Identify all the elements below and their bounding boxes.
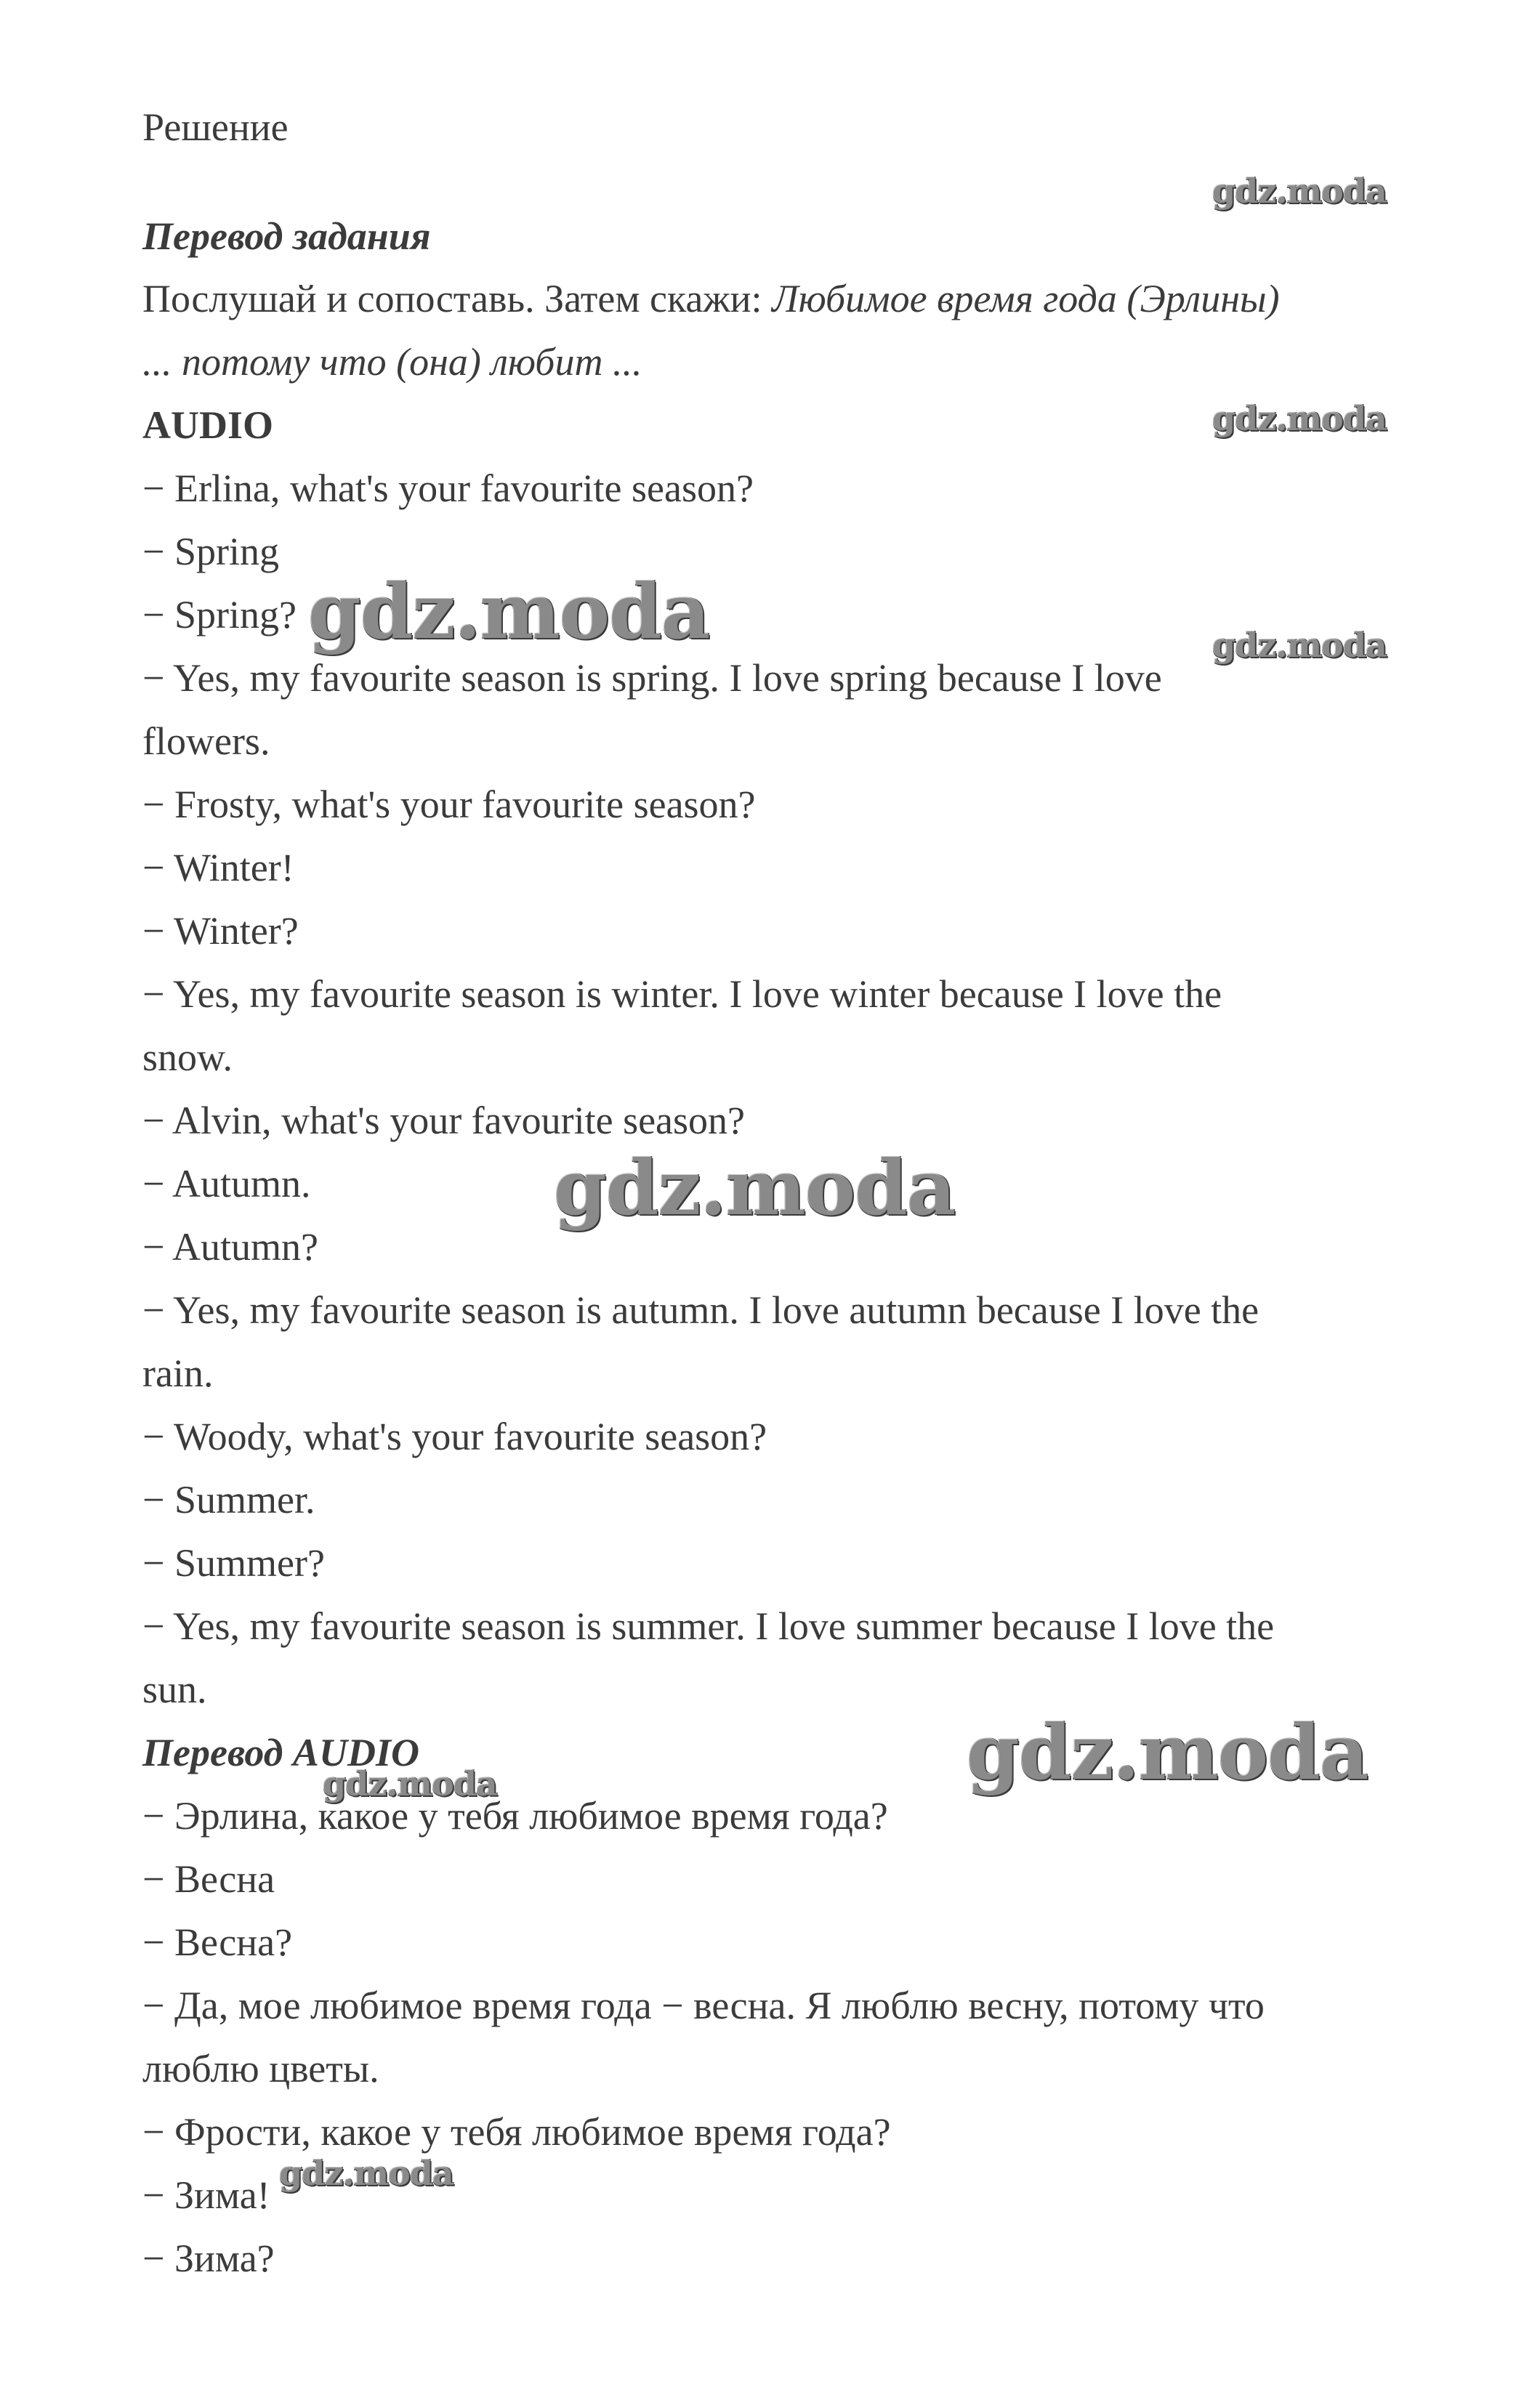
- audio-line: − Autumn.: [142, 1162, 311, 1205]
- audio-translation-title: Перевод AUDIO: [142, 1731, 419, 1774]
- audio-line: − Yes, my favourite season is winter. I love winter because I love the: [142, 972, 1222, 1016]
- watermark: gdz.moda: [967, 1708, 1368, 1797]
- audio-translation-line: − Весна?: [142, 1920, 293, 1964]
- audio-translation-line: − Зима?: [142, 2237, 275, 2280]
- audio-line: − Spring: [142, 530, 279, 573]
- audio-line: − Autumn?: [142, 1225, 318, 1269]
- audio-line: − Summer?: [142, 1541, 325, 1585]
- solution-heading: Решение: [142, 105, 289, 149]
- audio-translation-line: − Зима!: [142, 2173, 270, 2217]
- task-translation-title: Перевод задания: [142, 214, 431, 258]
- audio-line: sun.: [142, 1668, 207, 1711]
- audio-line: − Alvin, what's your favourite season?: [142, 1099, 746, 1142]
- watermark: gdz.moda: [1212, 399, 1387, 438]
- audio-line: flowers.: [142, 719, 270, 763]
- watermark: gdz.moda: [279, 2154, 453, 2193]
- audio-translation-line: − Фрости, какое у тебя любимое время года?: [142, 2110, 891, 2154]
- audio-line: − Woody, what's your favourite season?: [142, 1415, 767, 1458]
- audio-line: − Yes, my favourite season is spring. I love spring because I love: [142, 656, 1162, 700]
- audio-title: AUDIO: [142, 403, 274, 447]
- audio-line: − Summer.: [142, 1478, 315, 1522]
- watermark: gdz.moda: [323, 1764, 497, 1803]
- audio-translation-line: люблю цветы.: [142, 2047, 379, 2090]
- task-translation-text: Послушай и сопоставь. Затем скажи:: [142, 277, 773, 320]
- audio-line: rain.: [142, 1352, 214, 1395]
- audio-line: snow.: [142, 1035, 233, 1079]
- audio-translation-line: − Эрлина, какое у тебя любимое время года?: [142, 1794, 888, 1838]
- audio-line: − Yes, my favourite season is autumn. I love autumn because I love the: [142, 1288, 1259, 1332]
- audio-line: − Yes, my favourite season is summer. I love summer because I love the: [142, 1604, 1275, 1648]
- task-translation-line-1: [142, 279, 1280, 318]
- audio-translation-line: − Весна: [142, 1857, 275, 1901]
- task-translation-prompt: Любимое время года (Эрлины): [772, 277, 1280, 320]
- watermark: gdz.moda: [1212, 626, 1387, 665]
- watermark: gdz.moda: [308, 567, 710, 656]
- audio-line: − Winter?: [142, 909, 299, 953]
- task-translation-line-2: ... потому что (она) любит ...: [142, 340, 642, 384]
- audio-line: − Spring?: [142, 593, 297, 637]
- audio-line: − Erlina, what's your favourite season?: [142, 466, 754, 510]
- watermark: gdz.moda: [1212, 171, 1387, 211]
- audio-line: − Frosty, what's your favourite season?: [142, 783, 756, 826]
- watermark: gdz.moda: [554, 1143, 956, 1232]
- audio-translation-line: − Да, мое любимое время года − весна. Я люблю весну, потому что: [142, 1984, 1265, 2027]
- audio-line: − Winter!: [142, 846, 294, 889]
